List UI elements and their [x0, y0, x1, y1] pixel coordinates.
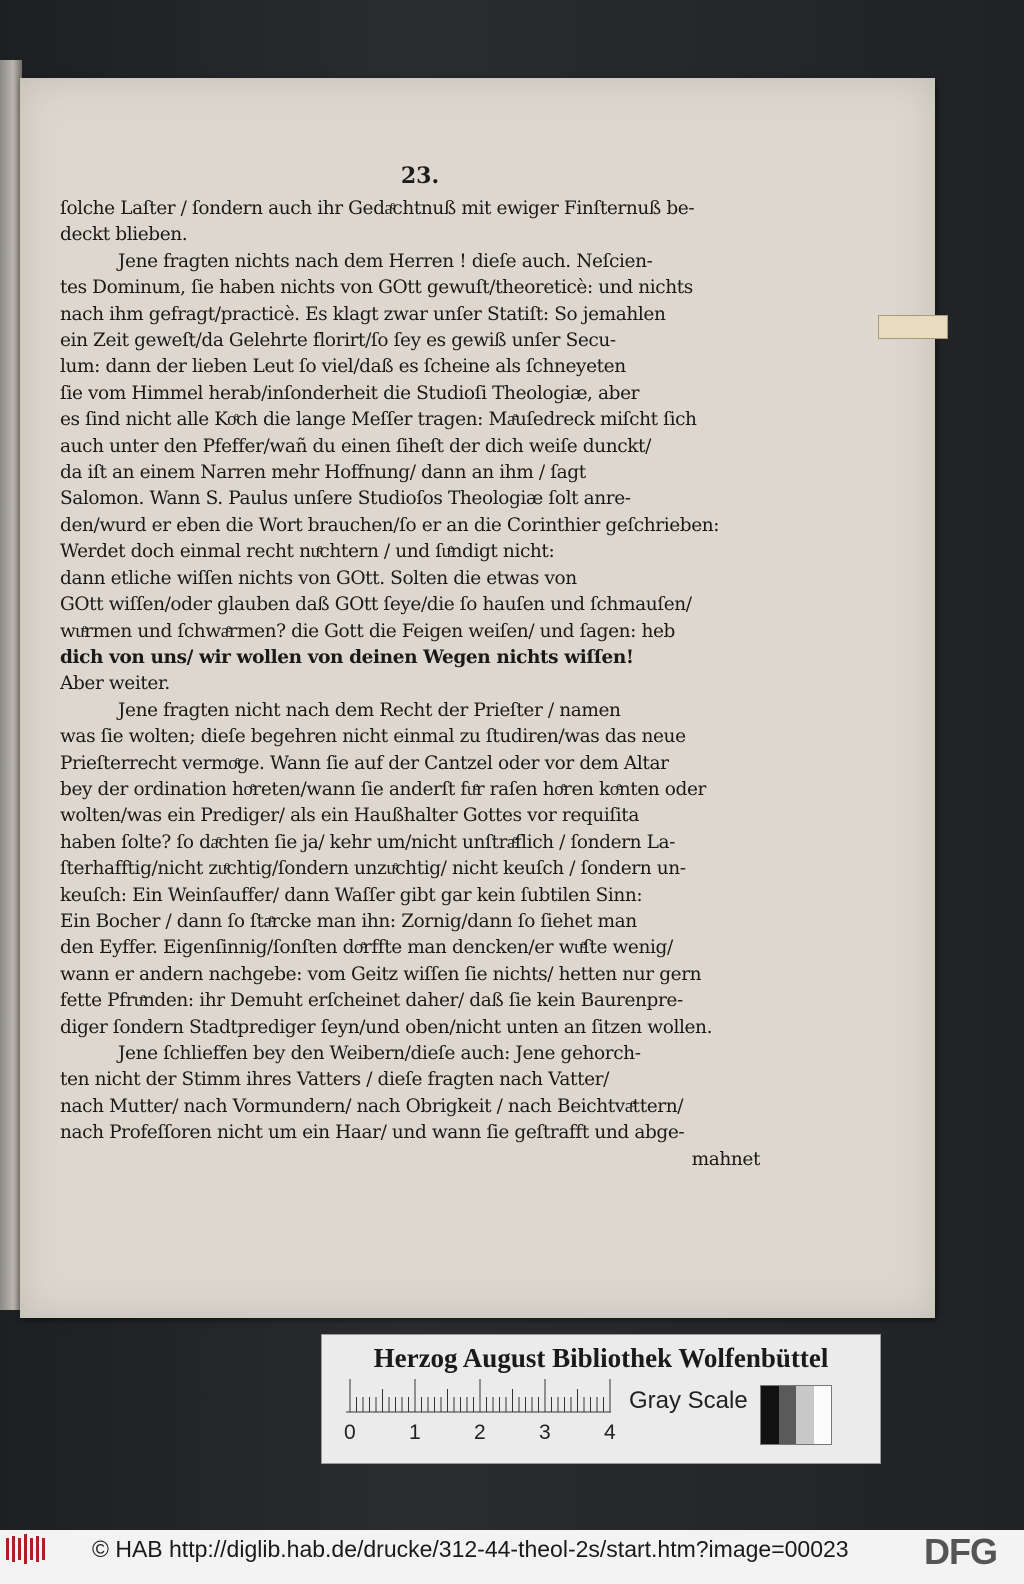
text-line: ten nicht der Stimm ihres Vatters / dieſe fragten nach Vatter/: [60, 1069, 609, 1091]
source-credit-link[interactable]: © HAB http://diglib.hab.de/drucke/312-44-theol-2s/start.htm?image=00023: [92, 1536, 849, 1562]
ruler-label: 2: [474, 1421, 486, 1444]
text-line: keuſch: Ein Weinſauffer/ dann Waſſer gibt gar kein ſubtilen Sinn:: [60, 884, 643, 906]
text-line: nach ihm gefragt/practicè. Es klagt zwar unſer Statiſt: So jemahlen: [60, 303, 666, 325]
text-line: nach Profeſſoren nicht um ein Haar/ und wann ſie geſtrafft und abge-: [60, 1122, 685, 1144]
text-line: haben ſolte? ſo daͤchten ſie ja/ kehr um/nicht unſtraͤflich / ſondern La-: [60, 831, 675, 853]
previous-page-edge: [0, 60, 22, 1310]
swatch-light-gray: [796, 1386, 814, 1444]
text-line: da iſt an einem Narren mehr Hoffnung/ dann an ihm / ſagt: [60, 462, 586, 484]
text-line: deckt blieben.: [60, 224, 188, 246]
text-line: ſie vom Himmel herab/inſonderheit die Studioſi Theologiæ, aber: [60, 382, 640, 404]
text-line: tes Dominum, ſie haben nichts von GOtt gewuſt/theoreticè: und nichts: [60, 277, 693, 299]
text-line: fette Pfruͤnden: ihr Demuht erſcheinet daher/ daß ſie kein Baurenpre-: [60, 990, 683, 1012]
text-line: ein Zeit geweſt/da Gelehrte florirt/ſo ſey es gewiß unſer Secu-: [60, 330, 616, 352]
ruler-label: 1: [409, 1421, 421, 1444]
text-line: mahnet: [691, 1148, 760, 1170]
page-text-block: [60, 196, 760, 1173]
text-line: Jene ſchlieffen bey den Weibern/dieſe auch: Jene gehorch-: [118, 1043, 641, 1064]
library-name: Herzog August Bibliothek Wolfenbüttel: [373, 1343, 829, 1373]
text-line: Salomon. Wann S. Paulus unſere Studioſos Theologiæ ſolt anre-: [60, 488, 631, 510]
text-line: Aber weiter.: [60, 673, 170, 695]
text-line: Jene fragten nichts nach dem Herren ! dieſe auch. Neſcien-: [118, 250, 653, 272]
page-number: 23.: [400, 163, 440, 189]
ruler-label: 4: [604, 1421, 616, 1444]
text-line: Prieſterrecht vermoͤge. Wann ſie auf der Cantzel oder vor dem Altar: [60, 752, 669, 774]
text-line: Ein Bocher / dann ſo ſtaͤrcke man ihn: Zornig/dann ſo ſiehet man: [60, 910, 637, 932]
colour-target-card: [321, 1334, 881, 1464]
text-line: den/wurd er eben die Wort brauchen/ſo er an die Corinthier geſchrieben:: [60, 514, 720, 536]
text-line: ſolche Laſter / ſondern auch ihr Gedaͤchtnuß mit ewiger Finſternuß be-: [60, 198, 695, 219]
gray-scale-swatches: [760, 1385, 832, 1445]
text-line: wolten/was ein Prediger/ als ein Haußhalter Gottes vor requiſita: [60, 805, 639, 827]
ruler-label: 0: [344, 1421, 356, 1444]
swatch-white: [814, 1386, 832, 1444]
text-line: nach Mutter/ nach Vormundern/ nach Obrigkeit / nach Beichtvaͤttern/: [60, 1095, 684, 1117]
text-line: bey der ordination hoͤreten/wann ſie anderſt fuͤr raſen hoͤren koͤnten oder: [60, 778, 706, 800]
text-line: es ſind nicht alle Koͤch die lange Meſſer tragen: Maͤuſedreck miſcht ſich: [60, 409, 697, 431]
text-line: diger ſondern Stadtprediger ſeyn/und oben/nicht unten an ſitzen wollen.: [60, 1016, 713, 1038]
text-line: ſterhafftig/nicht zuͤchtig/ſondern unzuͤchtig/ nicht keuſch / ſondern un-: [60, 858, 686, 880]
text-line: Jene fragten nicht nach dem Recht der Prieſter / namen: [118, 699, 621, 721]
text-line: dich von uns/ wir wollen von deinen Wegen nichts wiſſen!: [60, 646, 634, 668]
paper-bookmark-tab: [878, 315, 948, 339]
gray-scale-label: Gray Scale: [629, 1387, 748, 1414]
swatch-black: [761, 1386, 779, 1444]
text-line: den Eyffer. Eigenſinnig/ſonſten doͤrffte man dencken/er wuͤſte wenig/: [60, 937, 673, 959]
text-line: lum: dann der lieben Leut ſo viel/daß es ſcheine als ſchneyeten: [60, 356, 626, 378]
text-line: wann er andern nachgebe: vom Geitz wiſſen ſie nichts/ hetten nur gern: [60, 963, 702, 985]
ruler-scale: [346, 1377, 616, 1427]
book-page: [20, 78, 935, 1318]
swatch-dark-gray: [779, 1386, 797, 1444]
text-line: auch unter den Pfeffer/wañ du einen ſiheſt der dich weiſe dunckt/: [60, 435, 651, 457]
text-line: was ſie wolten; dieſe begehren nicht einmal zu ſtudiren/was das neue: [60, 726, 686, 748]
text-line: wuͤrmen und ſchwaͤrmen? die Gott die Feigen weiſen/ und ſagen: heb: [60, 620, 675, 642]
text-line: Werdet doch einmal recht nuͤchtern / und ſuͤndigt nicht:: [60, 541, 555, 563]
dfg-logo: DFG: [924, 1531, 997, 1572]
text-line: dann etliche wiſſen nichts von GOtt. Solten die etwas von: [60, 567, 577, 589]
ruler-label: 3: [539, 1421, 551, 1444]
hab-logo-icon: [6, 1534, 46, 1564]
text-line: GOtt wiſſen/oder glauben daß GOtt ſeye/die ſo hauſen und ſchmauſen/: [60, 594, 692, 616]
